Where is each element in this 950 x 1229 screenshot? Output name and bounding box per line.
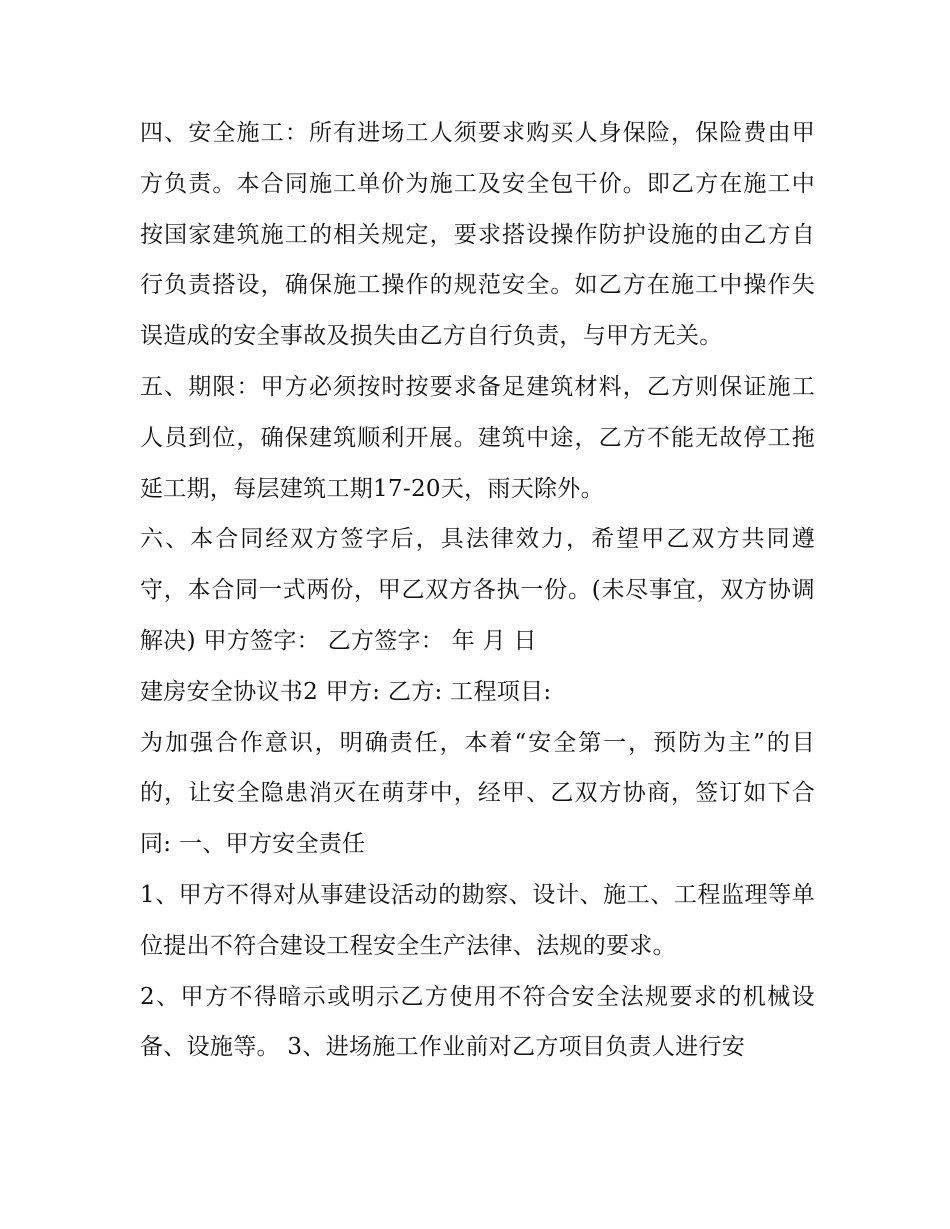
paragraph-safety-construction: 四、安全施工：所有进场工人须要求购买人身保险，保险费由甲方负责。本合同施工单价为施工及安全包干价。即乙方在施工中按国家建筑施工的相关规定，要求搭设操作防护设施的由乙方自行负责搭设，确保施工操作的规范安全。如乙方在施工中操作失误造成的安全事故及损失由乙方自行负责，与甲方无关。 <box>140 120 815 350</box>
document-body <box>140 108 815 1073</box>
paragraph-clause-1: 1、甲方不得对从事建设活动的勘察、设计、施工、工程监理等单位提出不符合建设工程安全生产法律、法规的要求。 <box>140 881 815 959</box>
paragraph-preamble: 为加强合作意识，明确责任，本着“安全第一，预防为主”的目的，让安全隐患消灭在萌芽中，经甲、乙双方协商，签订如下合同: 一、甲方安全责任 <box>140 729 815 858</box>
paragraph-deadline: 五、期限：甲方必须按时按要求备足建筑材料，乙方则保证施工人员到位，确保建筑顺利开展。建筑中途，乙方不能无故停工拖延工期，每层建筑工期17-20天，雨天除外。 <box>140 373 815 502</box>
paragraph-contract-effect: 六、本合同经双方签字后，具法律效力，希望甲乙双方共同遵守，本合同一式两份，甲乙双方各执一份。(未尽事宜，双方协调解决) 甲方签字： 乙方签字： 年 月 日 <box>140 526 815 654</box>
paragraph-clause-2: 2、甲方不得暗示或明示乙方使用不符合安全法规要求的机械设备、设施等。 3、进场施工作业前对乙方项目负责人进行安 <box>140 983 815 1061</box>
paragraph-agreement-title: 建房安全协议书2 甲方: 乙方: 工程项目: <box>140 678 552 705</box>
